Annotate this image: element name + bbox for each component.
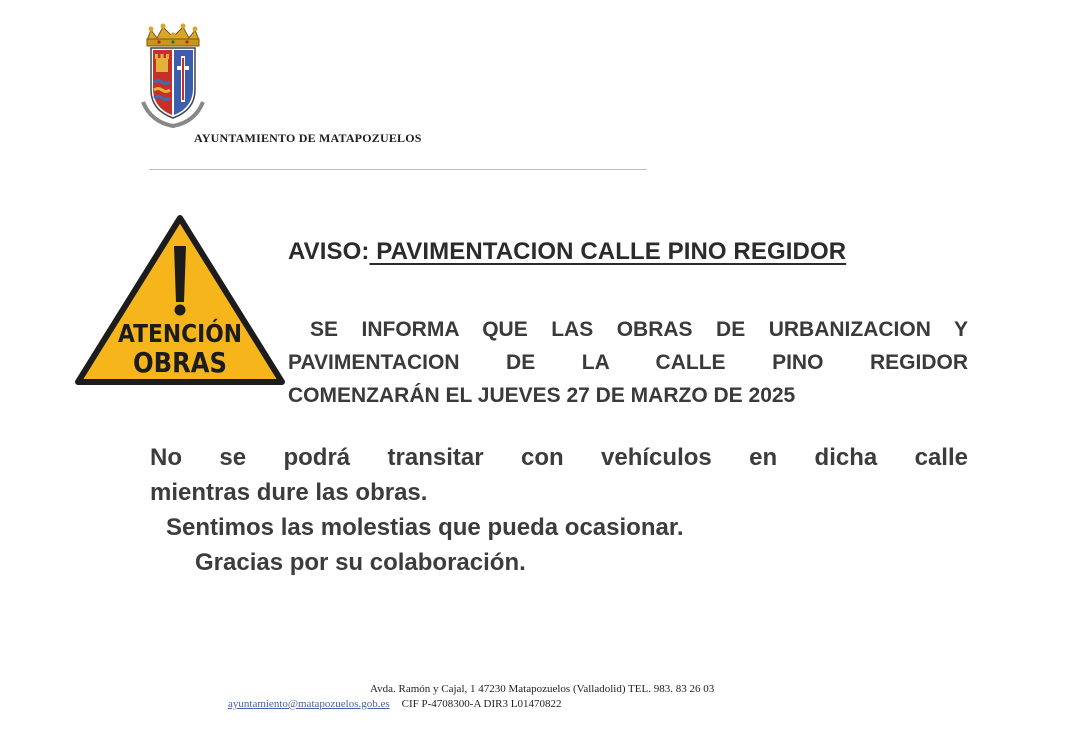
warning-triangle-icon xyxy=(74,214,286,388)
crown-icon xyxy=(147,24,199,47)
coat-of-arms-logo xyxy=(141,22,205,134)
email-link[interactable]: ayuntamiento@matapozuelos.gob.es xyxy=(228,698,390,710)
notice-label: AVISO: xyxy=(288,238,370,265)
sign-line-1: ATENCIÓN xyxy=(118,319,261,348)
message-line-2: mientras dure las obras. xyxy=(150,479,428,506)
footer-contact xyxy=(228,698,561,710)
footer-address: Avda. Ramón y Cajal, 1 47230 Matapozuelos (Valladolid) TEL. 983. 83 26 03 xyxy=(370,683,715,695)
notice-line-2: PAVIMENTACION DE LA CALLE PINO REGIDOR xyxy=(288,351,968,374)
exclamation-icon xyxy=(174,246,186,302)
footer-ids: CIF P-4708300-A DIR3 L01470822 xyxy=(401,698,562,710)
notice-line-3: COMENZARÁN EL JUEVES 27 DE MARZO DE 2025 xyxy=(288,384,796,407)
shield-icon xyxy=(151,48,195,118)
traffic-message xyxy=(150,440,968,510)
thanks-text: Gracias por su colaboración. xyxy=(195,549,526,576)
header-divider xyxy=(149,169,647,170)
notice-title: PAVIMENTACION CALLE PINO REGIDOR xyxy=(369,238,847,265)
apology-text: Sentimos las molestias que pueda ocasionar. xyxy=(166,514,684,541)
organization-name: AYUNTAMIENTO DE MATAPOZUELOS xyxy=(194,131,422,145)
message-line-1: No se podrá transitar con vehículos en dicha calle xyxy=(150,444,968,471)
notice-heading xyxy=(288,238,846,266)
notice-body xyxy=(288,313,968,412)
notice-line-1: SE INFORMA QUE LAS OBRAS DE URBANIZACION Y xyxy=(310,318,968,341)
sign-line-2: OBRAS xyxy=(133,346,227,379)
